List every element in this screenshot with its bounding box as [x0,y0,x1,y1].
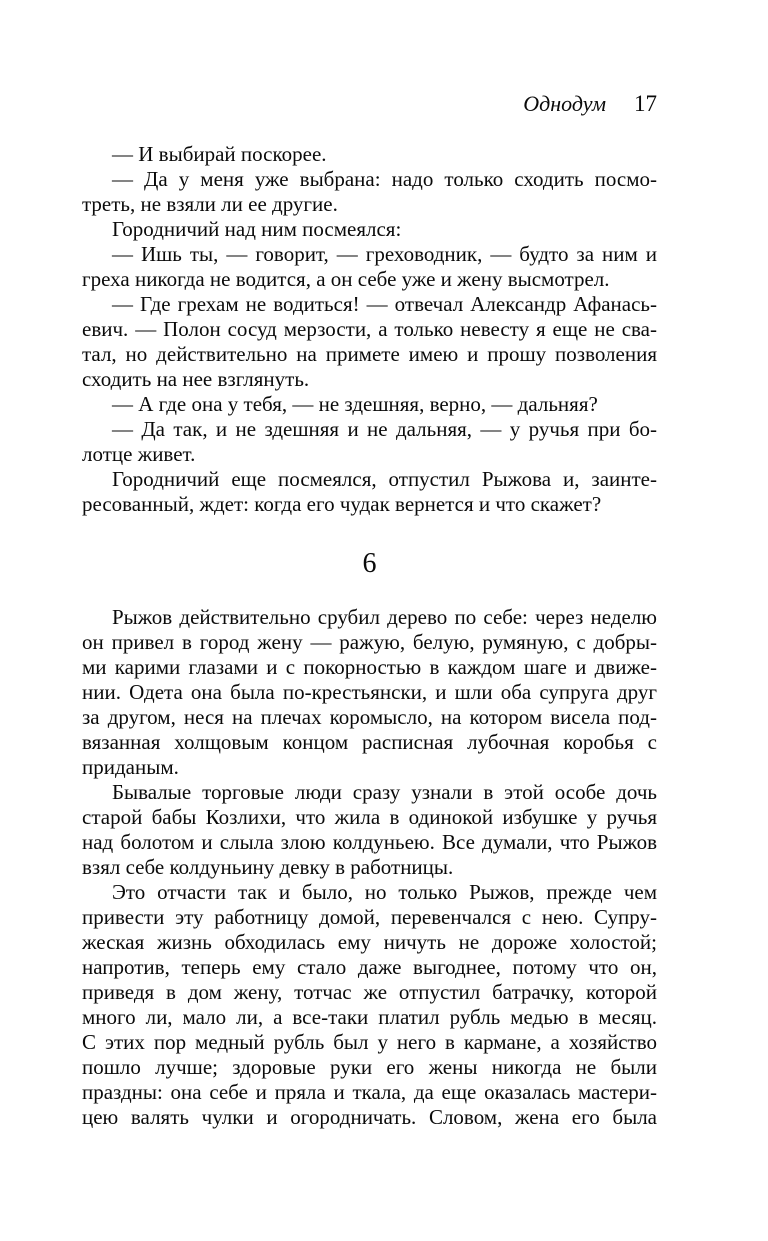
text-line: много ли, мало ли, а все-таки платил рубль медью в месяц. [82,1005,657,1029]
text-line: евич. — Полон сосуд мерзости, а только невесту я еще не сва- [82,317,657,341]
text-body [82,142,657,1130]
paragraph [82,392,657,417]
text-line: привести эту работницу домой, перевенчался с нею. Супру- [82,905,657,929]
text-line: — И выбирай поскорее. [112,142,327,166]
text-line: он привел в город жену — ражую, белую, румяную, с добры- [82,630,657,654]
text-line: праздны: она себе и пряла и ткала, да еще оказалась мастери- [82,1080,657,1104]
text-line: Городничий еще посмеялся, отпустил Рыжова и, заинте- [112,467,657,491]
text-line: Городничий над ним посмеялся: [112,217,402,241]
text-line: ресованный, ждет: когда его чудак вернется и что скажет? [82,492,602,516]
paragraph [82,880,657,1130]
text-line: — Да у меня уже выбрана: надо только сходить посмо- [112,167,657,191]
paragraph [82,292,657,392]
text-line: тал, но действительно на примете имею и прошу позволения [82,342,657,366]
text-line: — Где грехам не водиться! — отвечал Александр Афанась- [112,292,657,316]
paragraph [82,417,657,467]
text-line: — Да так, и не здешняя и не дальняя, — у ручья при бо- [112,417,657,441]
text-line: взял себе колдуньину девку в работницы. [82,855,454,879]
paragraph [82,605,657,780]
running-header [82,92,657,119]
paragraph [82,217,657,242]
text-line: напротив, теперь ему стало даже выгоднее, потому что он, [82,955,657,979]
text-line: — А где она у тебя, — не здешняя, верно, — дальняя? [112,392,598,416]
paragraph [82,780,657,880]
page-number: 17 [634,91,657,116]
text-line: над болотом и слыла злою колдуньею. Все думали, что Рыжов [82,830,657,854]
text-line: сходить на нее взглянуть. [82,367,310,391]
text-line: приданым. [82,755,179,779]
text-line: Рыжов действительно срубил дерево по себе: через неделю [112,605,657,629]
text-line: треть, не взяли ли ее другие. [82,192,338,216]
text-line: Бывалые торговые люди сразу узнали в этой особе дочь [112,780,657,804]
text-line: — Ишь ты, — говорит, — греховодник, — будто за ним и [112,242,657,266]
text-line: цею валять чулки и огородничать. Словом, жена его была [82,1105,657,1129]
text-line: греха никогда не водится, а он себе уже и жену высмотрел. [82,267,610,291]
text-line: пошло лучше; здоровые руки его жены никогда не были [82,1055,657,1079]
text-line: С этих пор медный рубль был у него в кармане, а хозяйство [82,1030,657,1054]
paragraph [82,467,657,517]
text-line: вязанная холщовым концом расписная лубочная коробья с [82,730,657,754]
text-line: жеская жизнь обходилась ему ничуть не дороже холостой; [82,930,657,954]
section-number: 6 [362,548,377,579]
text-line: нии. Одета она была по-крестьянски, и шли оба супруга друг [82,680,657,704]
paragraph [82,142,657,167]
running-title: Однодум [523,91,606,116]
text-line: ми карими глазами и с покорностью в каждом шаге и движе- [82,655,657,679]
text-line: лотце живет. [82,442,196,466]
text-line: старой бабы Козлихи, что жила в одинокой избушке у ручья [82,805,657,829]
text-line: Это отчасти так и было, но только Рыжов, прежде чем [112,880,657,904]
paragraph [82,167,657,217]
paragraph [82,242,657,292]
text-line: за другом, неся на плечах коромысло, на котором висела под- [82,705,657,729]
text-line: приведя в дом жену, тотчас же отпустил батрачку, которой [82,980,657,1004]
